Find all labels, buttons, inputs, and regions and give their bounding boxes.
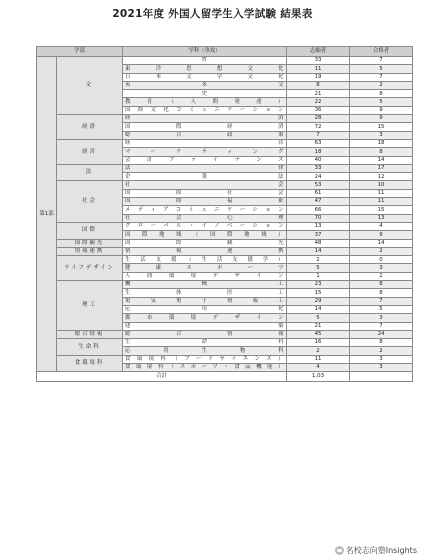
passed-count: 8: [350, 339, 413, 347]
applicants-count: 28: [287, 115, 350, 123]
applicants-count: 18: [287, 148, 350, 156]
applicants-count: 2: [287, 256, 350, 264]
major-name: 会計ファイナンス: [123, 156, 287, 164]
header-dept: 学部: [37, 47, 123, 57]
applicants-count: 45: [287, 330, 350, 338]
passed-count: 3: [350, 314, 413, 322]
applicants-count: 4: [287, 363, 350, 371]
passed-count: 2: [350, 347, 413, 355]
applicants-count: 47: [287, 198, 350, 206]
applicants-count: 2: [287, 347, 350, 355]
applicants-count: 37: [287, 231, 350, 239]
passed-count: 9: [350, 231, 413, 239]
passed-count: 7: [350, 73, 413, 81]
passed-count: 5: [350, 98, 413, 106]
applicants-count: 13: [287, 222, 350, 230]
watermark: [335, 545, 417, 556]
major-name: 史: [123, 90, 287, 98]
total-label: 合計: [37, 372, 287, 382]
applicants-count: 33: [287, 164, 350, 172]
passed-count: 24: [350, 330, 413, 338]
department-name: 国際: [57, 222, 123, 239]
passed-count: 5: [350, 65, 413, 73]
major-name: 国際文化コミュニケーション: [123, 106, 287, 114]
passed-count: 13: [350, 214, 413, 222]
passed-count: 9: [350, 115, 413, 123]
passed-count: 8: [350, 90, 413, 98]
major-name: メディアコミュニケーション: [123, 206, 287, 214]
results-table: [36, 46, 413, 382]
table-row: [37, 281, 413, 289]
major-name: 国際社会: [123, 189, 287, 197]
passed-count: 14: [350, 156, 413, 164]
header-applicants: 志願者: [287, 47, 350, 57]
header-passed: 合格者: [350, 47, 413, 57]
major-name: 食環境科（フードサイエンス）: [123, 355, 287, 363]
major-name: 教育（人間発達）: [123, 98, 287, 106]
applicants-count: 1: [287, 272, 350, 280]
major-name: 生体医工: [123, 289, 287, 297]
major-name: 総合政策: [123, 131, 287, 139]
applicants-count: 8: [287, 81, 350, 89]
applicants-count: 36: [287, 106, 350, 114]
passed-count: 8: [350, 281, 413, 289]
passed-count: 9: [350, 106, 413, 114]
table-row: [37, 57, 413, 65]
major-name: 電気電子情報工: [123, 297, 287, 305]
major-name: 人間環境デザイン: [123, 272, 287, 280]
department-name: 総合情報: [57, 330, 123, 338]
applicants-count: 21: [287, 322, 350, 330]
page-title: 2021年度 外国人留学生入学試験 結果表: [112, 8, 313, 20]
applicants-count: 21: [287, 90, 350, 98]
major-name: 国際地域（国際地域）: [123, 231, 287, 239]
major-name: 建築: [123, 322, 287, 330]
applicants-count: 16: [287, 339, 350, 347]
passed-count: 11: [350, 189, 413, 197]
major-name: 情報連携: [123, 247, 287, 255]
passed-count: 12: [350, 173, 413, 181]
passed-count: 8: [350, 289, 413, 297]
total-passed: [350, 372, 413, 382]
major-name: 応用化: [123, 305, 287, 313]
major-name: グローバル・イノベーション: [123, 222, 287, 230]
applicants-count: 61: [287, 189, 350, 197]
passed-count: 2: [350, 81, 413, 89]
table-body: [37, 57, 413, 372]
wechat-icon: [335, 546, 344, 555]
department-name: 食環境科: [57, 355, 123, 372]
applicants-count: 15: [287, 289, 350, 297]
faculty-label: 第1部: [37, 57, 57, 372]
table-row: [37, 222, 413, 230]
table-row: [37, 239, 413, 247]
applicants-count: 7: [287, 131, 350, 139]
passed-count: 3: [350, 355, 413, 363]
applicants-count: 22: [287, 98, 350, 106]
applicants-count: 11: [287, 65, 350, 73]
applicants-count: 33: [287, 57, 350, 65]
applicants-count: 29: [287, 297, 350, 305]
major-name: 哲: [123, 57, 287, 65]
passed-count: 3: [350, 131, 413, 139]
department-name: 情報連携: [57, 247, 123, 255]
major-name: 東洋思想文化: [123, 65, 287, 73]
major-name: 経営: [123, 139, 287, 147]
passed-count: 1: [350, 272, 413, 280]
applicants-count: 5: [287, 264, 350, 272]
applicants-count: 19: [287, 73, 350, 81]
major-name: 都市環境デザイン: [123, 314, 287, 322]
table-row: [37, 115, 413, 123]
passed-count: 3: [350, 264, 413, 272]
department-name: 社会: [57, 181, 123, 222]
header-major: 学科（専攻）: [123, 47, 287, 57]
total-row: [37, 372, 413, 382]
applicants-count: 5: [287, 314, 350, 322]
passed-count: 2: [350, 247, 413, 255]
applicants-count: 14: [287, 247, 350, 255]
passed-count: 11: [350, 198, 413, 206]
applicants-count: 53: [287, 181, 350, 189]
passed-count: 7: [350, 297, 413, 305]
major-name: 経済: [123, 115, 287, 123]
department-name: 文: [57, 57, 123, 115]
major-name: 法律: [123, 164, 287, 172]
table-row: [37, 355, 413, 363]
applicants-count: 40: [287, 156, 350, 164]
major-name: 国際福祉: [123, 198, 287, 206]
passed-count: 17: [350, 164, 413, 172]
major-name: 英米文: [123, 81, 287, 89]
watermark-text: 名校志向塾Insights: [345, 546, 417, 555]
major-name: 機械工: [123, 281, 287, 289]
passed-count: 5: [350, 305, 413, 313]
passed-count: 3: [350, 363, 413, 371]
applicants-count: 23: [287, 281, 350, 289]
department-name: ライフデザイン: [57, 256, 123, 281]
passed-count: 0: [350, 256, 413, 264]
passed-count: 14: [350, 239, 413, 247]
applicants-count: 70: [287, 214, 350, 222]
major-name: 社会心理: [123, 214, 287, 222]
passed-count: 15: [350, 123, 413, 131]
department-name: 経済: [57, 115, 123, 140]
applicants-count: 63: [287, 139, 350, 147]
table-row: [37, 139, 413, 147]
total-applicants: 1,03: [287, 372, 350, 382]
passed-count: 18: [350, 139, 413, 147]
table-row: [37, 247, 413, 255]
passed-count: 15: [350, 206, 413, 214]
passed-count: 7: [350, 322, 413, 330]
table-row: [37, 256, 413, 264]
department-name: 生命科: [57, 339, 123, 356]
table-row: [37, 164, 413, 172]
major-name: 企業法: [123, 173, 287, 181]
department-name: 国際観光: [57, 239, 123, 247]
applicants-count: 11: [287, 355, 350, 363]
major-name: 食環境科（スポーツ・食品機能）: [123, 363, 287, 371]
major-name: 生命科: [123, 339, 287, 347]
table-row: [37, 339, 413, 347]
table-header-row: [37, 47, 413, 57]
passed-count: 8: [350, 148, 413, 156]
applicants-count: 66: [287, 206, 350, 214]
applicants-count: 48: [287, 239, 350, 247]
major-name: 健康スポーツ: [123, 264, 287, 272]
applicants-count: 14: [287, 305, 350, 313]
major-name: 国際経済: [123, 123, 287, 131]
applicants-count: 24: [287, 173, 350, 181]
major-name: 総合情報: [123, 330, 287, 338]
passed-count: 10: [350, 181, 413, 189]
table-row: [37, 181, 413, 189]
table-row: [37, 330, 413, 338]
major-name: 日本文学文化: [123, 73, 287, 81]
applicants-count: 72: [287, 123, 350, 131]
passed-count: 7: [350, 57, 413, 65]
department-name: 法: [57, 164, 123, 181]
major-name: 国際観光: [123, 239, 287, 247]
major-name: マーケティング: [123, 148, 287, 156]
department-name: 経営: [57, 139, 123, 164]
passed-count: 4: [350, 222, 413, 230]
major-name: 社会: [123, 181, 287, 189]
major-name: 生活支援（生活支援学）: [123, 256, 287, 264]
major-name: 応用生物科: [123, 347, 287, 355]
department-name: 理工: [57, 281, 123, 331]
